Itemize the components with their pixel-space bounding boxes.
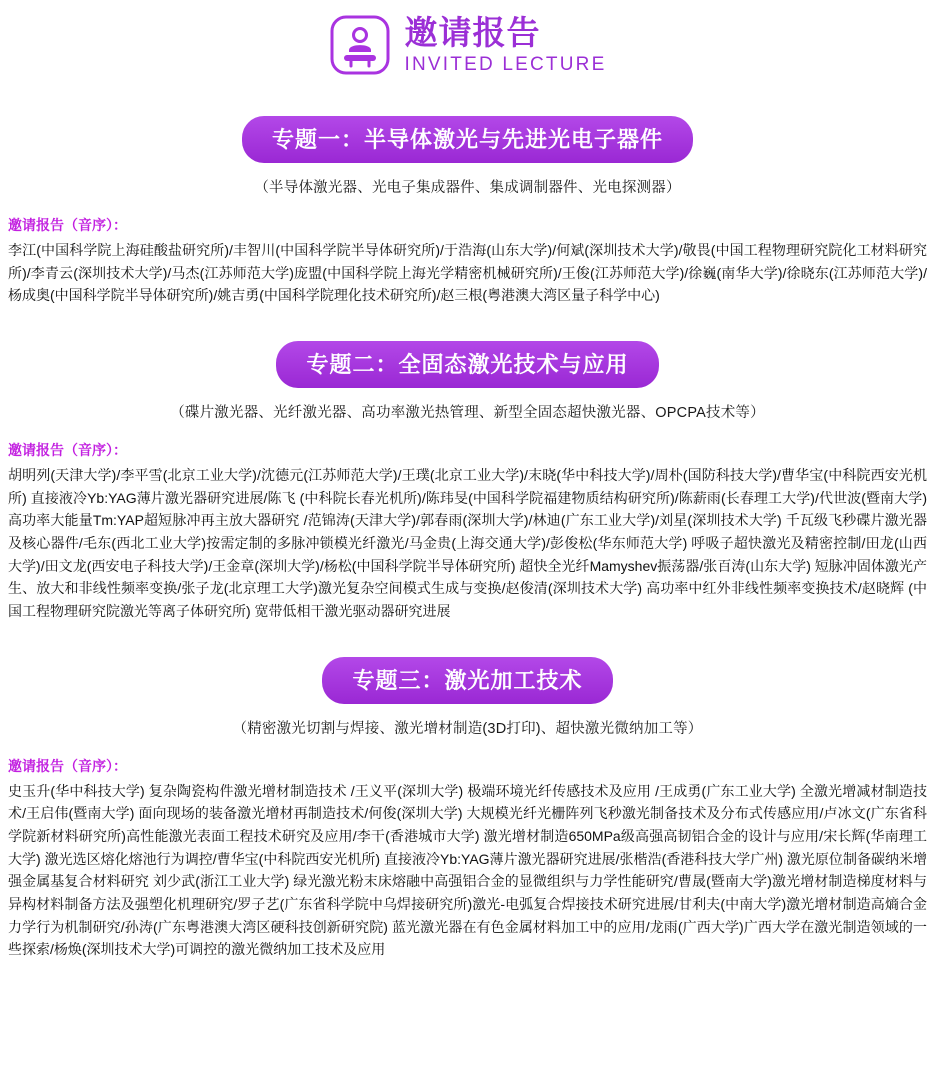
banner-wrap-2 bbox=[8, 341, 927, 388]
section-banner-2: 专题二：全固态激光技术与应用 bbox=[276, 341, 658, 388]
speaker-list-1: 李江(中国科学院上海硅酸盐研究所)/丰智川(中国科学院半导体研究所)/于浩海(山东大学)/何斌(深圳技术大学)/敬畏(中国工程物理研究院化工材料研究所)/李青云(深圳技术大学)/马杰(江苏师范大学)庞盟(中国科学院上海光学精密机械研究所)/王俊(江苏师范大学)/徐巍(南华大学)/徐晓东(江苏师范大学)/杨成奥(中国科学院半导体研究所)/姚吉勇(中国科学院理化技术研究所)/赵三根(粤港澳大湾区量子科学中心) bbox=[8, 242, 927, 304]
section-subtitle-3: （精密激光切割与焊接、激光增材制造(3D打印)、超快激光微纳加工等） bbox=[232, 720, 703, 737]
section-subtitle-1: （半导体激光器、光电子集成器件、集成调制器件、光电探测器） bbox=[254, 180, 681, 196]
section-topic-3 bbox=[8, 657, 927, 961]
banner-wrap-1 bbox=[8, 116, 927, 163]
speaker-list-label-1: 邀请报告（音序）： bbox=[8, 217, 127, 233]
section-topic-2 bbox=[8, 341, 927, 623]
section-topic-1 bbox=[8, 116, 927, 307]
invited-lecture-icon bbox=[329, 14, 391, 76]
section-banner-1: 专题一：半导体激光与先进光电子器件 bbox=[242, 116, 693, 163]
page-header bbox=[8, 0, 927, 82]
speaker-list-3: 史玉升(华中科技大学) 复杂陶瓷构件激光增材制造技术 /王义平(深圳大学) 极端环境光纤传感技术及应用 /王成勇(广东工业大学) 全激光增减材制造技术/王启伟(暨南大学) 面向现场的装备激光增材再制造技术/何俊(深圳大学) 大规模光纤光栅阵列飞秒激光制备技术及分布式传感应用/卢冰文(广东省科学院新材料研究所)高性能激光表面工程技术研究及应用/李干(香港城市大学) 激光增材制造650MPa级高强高韧铝合金的设计与应用/宋长辉(华南理工大学) 激光选区熔化熔池行为调控/曹华宝(中科院西安光机所) 直接液冷Yb:YAG薄片激光器研究进展/张楷浩(香港科技大学广州) 激光原位制备碳纳米增强金属基复合材料研究 刘少武(浙江工业大学) 绿光激光粉末床熔融中高强铝合金的显微组织与力学性能研究/曹晟(暨南大学)激光增材制造梯度材料与异构材料制备方法及强塑化机理研究/罗子艺(广东省科学院中乌焊接研究所)激光-电弧复合焊接技术研究进展/甘利夫(中南大学)激光增材制造高熵合金力学行为机制研究/孙涛(广东粤港澳大湾区硬科技创新研究院) 蓝光激光器在有色金属材料加工中的应用/龙雨(广西大学)广西大学在激光制造领域的一些探索/杨焕(深圳技术大学)可调控的激光微纳加工技术及应用 bbox=[8, 782, 927, 958]
speaker-list-label-3: 邀请报告（音序）： bbox=[8, 757, 127, 774]
section-banner-3: 专题三：激光加工技术 bbox=[322, 657, 612, 704]
page-title-cn: 邀请报告 bbox=[404, 14, 541, 51]
speaker-list-2: 胡明列(天津大学)/李平雪(北京工业大学)/沈德元(江苏师范大学)/王璞(北京工业大学)/末晓(华中科技大学)/周朴(国防科技大学)/曹华宝(中科院西安光机所) 直接液冷Yb:YAG薄片激光器研究进展/陈飞 (中科院长春光机所)/陈玮旻(中国科学院福建物质结构研究所)/陈薪雨(长春理工大学)/代世波(暨南大学) 高功率大能量Tm:YAP超短脉冲再主放大器研究 /范锦涛(天津大学)/郭春雨(深圳大学)/林迪(广东工业大学)/刘星(深圳技术大学) 千瓦级飞秒碟片激光器及核心器件/毛东(西北工业大学)按需定制的多脉冲锁模光纤激光/马金贵(上海交通大学)/彭俊松(华东师范大学) 呼吸子超快激光及精密控制/田龙(山西大学)/田文龙(西安电子科技大学)/王金章(深圳大学)/杨松(中国科学院半导体研究所) 超快全光纤Mamyshev振荡器/张百涛(山东大学) 短脉冲固体激光产生、放大和非线性频率变换/张子龙(北京理工大学)激光复杂空间模式生成与变换/赵俊清(深圳技术大学) 高功率中红外非线性频率变换技术/赵晓辉 (中国工程物理研究院激光等离子体研究所) 宽带低相干激光驱动器研究进展 bbox=[8, 467, 927, 620]
header-text-block bbox=[405, 16, 607, 74]
banner-wrap-3 bbox=[8, 657, 927, 704]
speaker-list-label-2: 邀请报告（音序）： bbox=[8, 442, 127, 459]
section-subtitle-2: （碟片激光器、光纤激光器、高功率激光热管理、新型全固态超快激光器、OPCPA技术等） bbox=[170, 405, 765, 422]
page-title-en: INVITED LECTURE bbox=[404, 54, 607, 75]
